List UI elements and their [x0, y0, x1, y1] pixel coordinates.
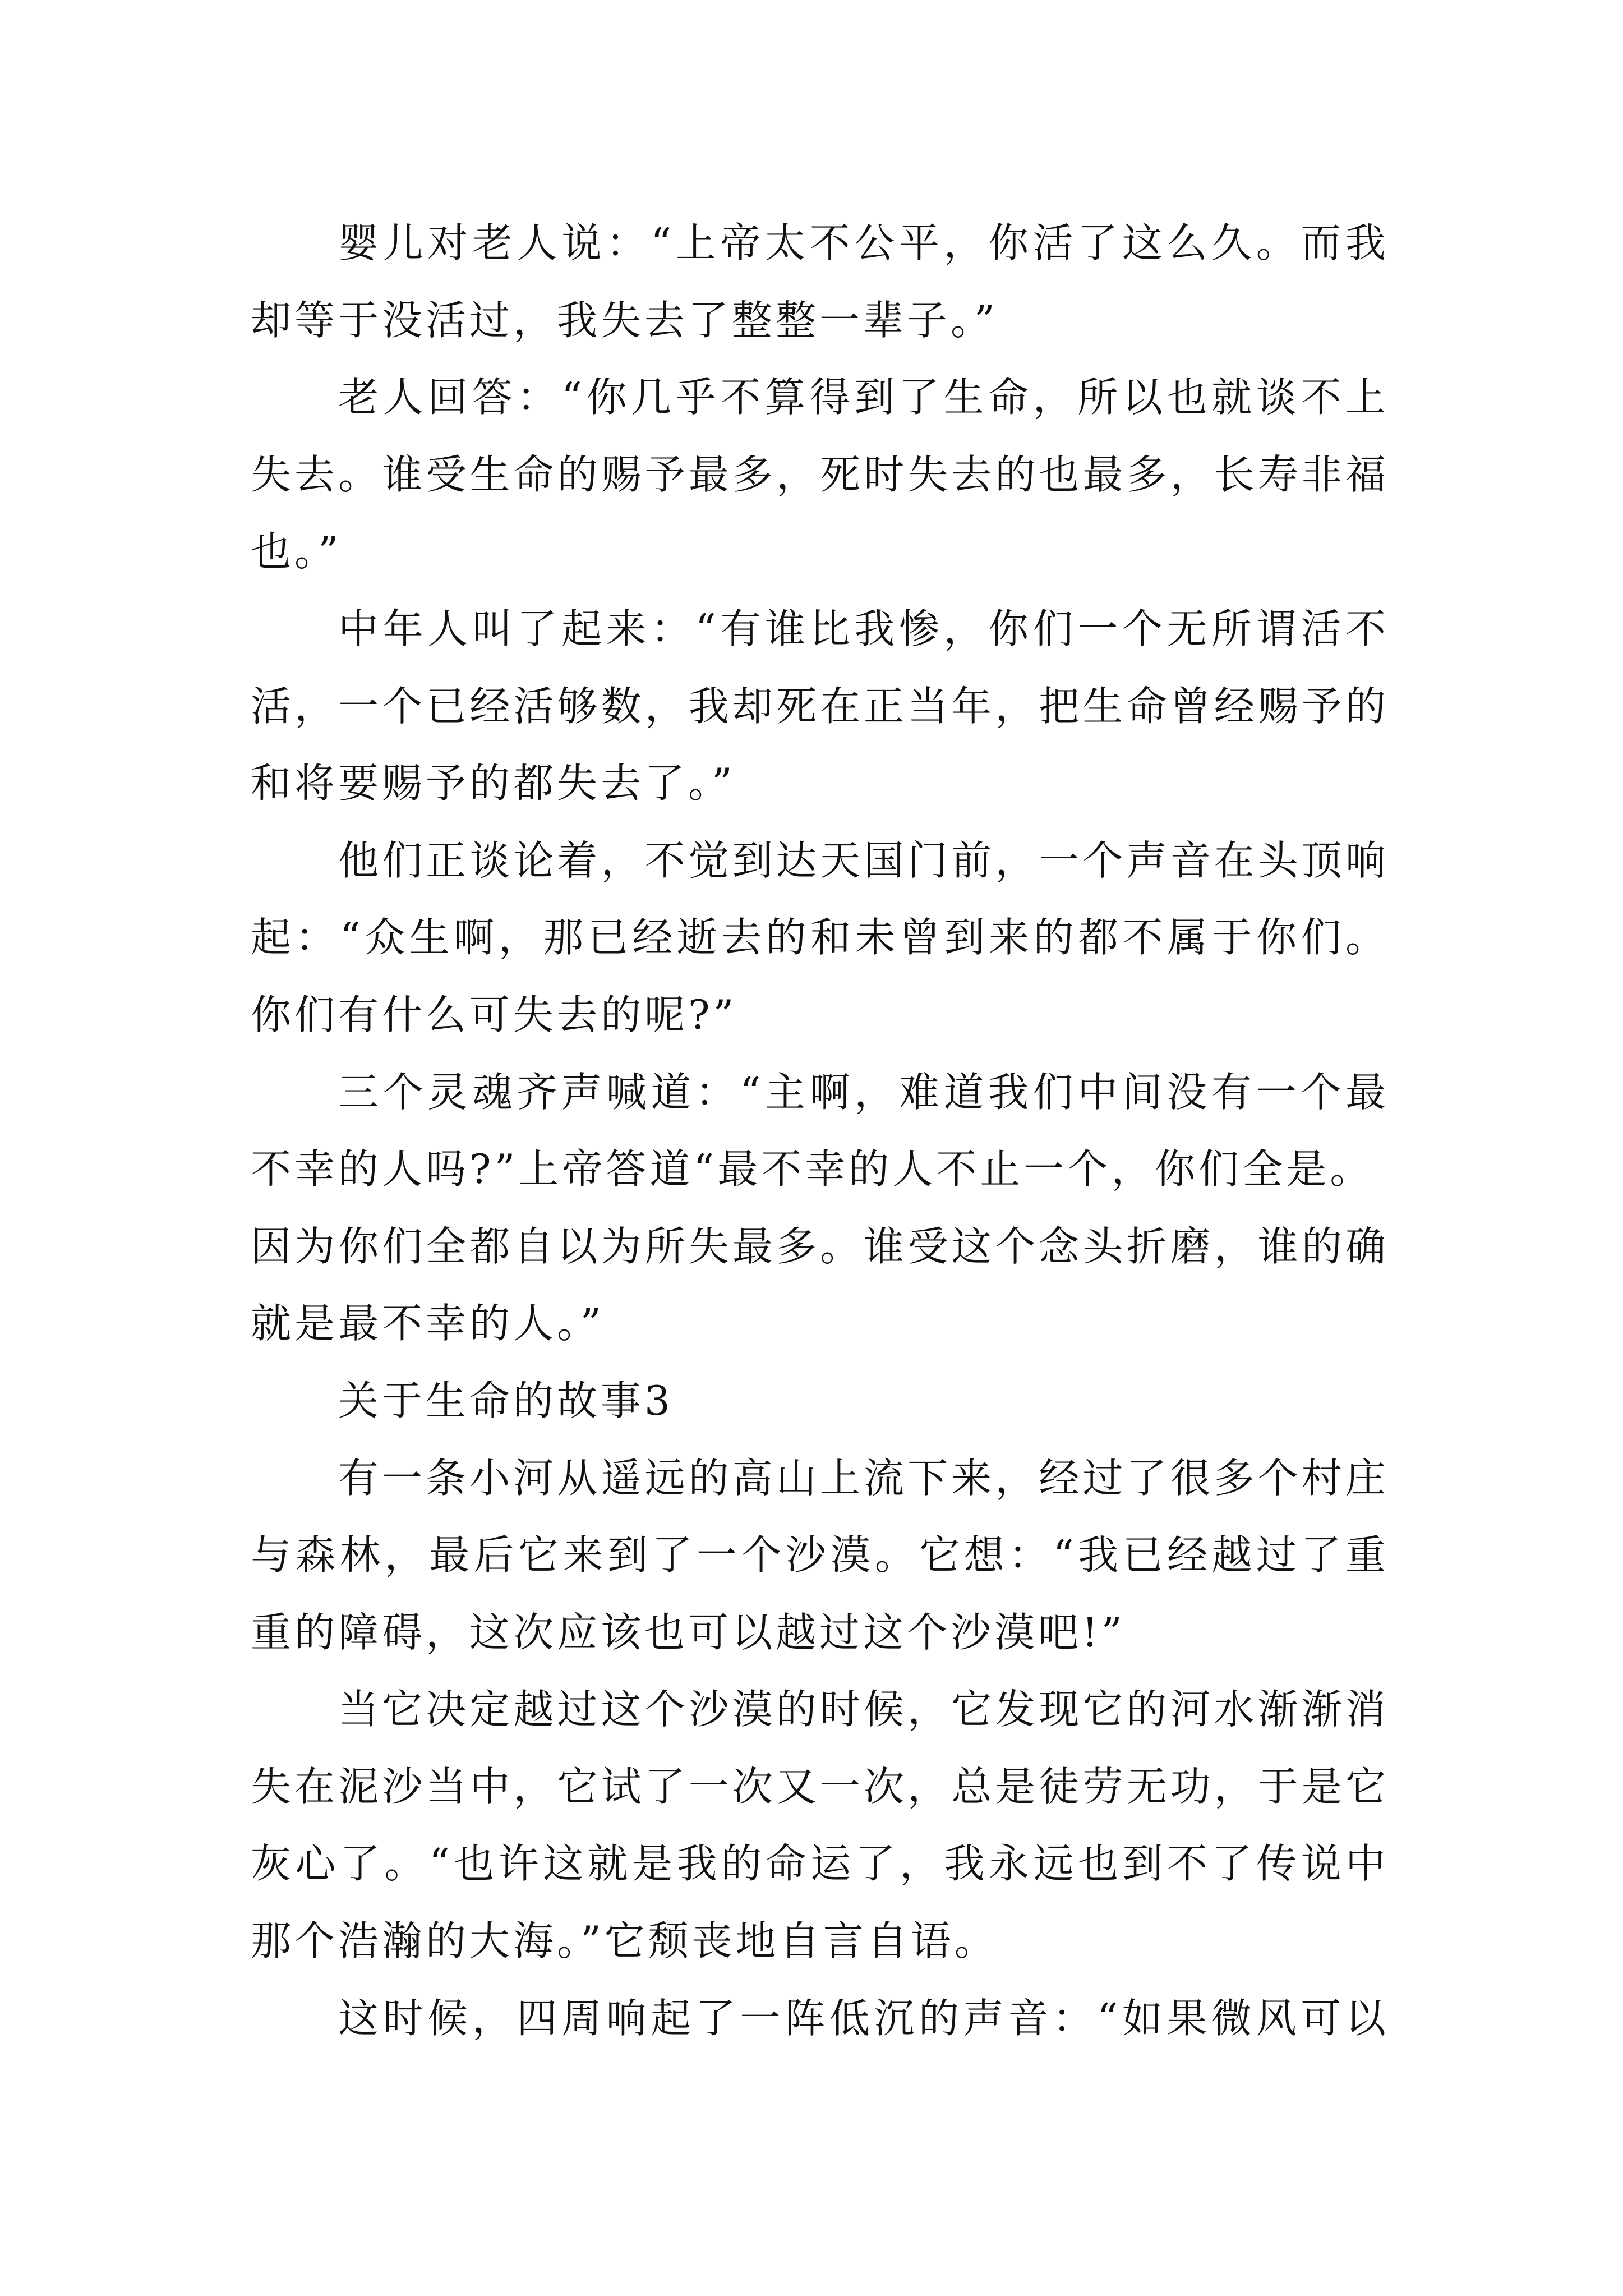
paragraph	[251, 1671, 1389, 1980]
paragraph	[251, 822, 1389, 1054]
text-line: 这时候，四周响起了一阵低沉的声音：“如果微风可以	[338, 1994, 1389, 2042]
text-line: 三个灵魂齐声喊道：“主啊，难道我们中间没有一个最	[338, 1068, 1389, 1116]
text-line: 婴儿对老人说：“上帝太不公平，你活了这么久。而我	[338, 219, 1389, 266]
text-line: 不幸的人吗?”上帝答道“最不幸的人不止一个，你们全是。	[251, 1145, 1374, 1193]
paragraph	[251, 591, 1389, 822]
text-line: 他们正谈论着，不觉到达天国门前，一个声音在头顶响	[338, 836, 1389, 884]
paragraph	[251, 205, 1389, 359]
text-line: 失去。谁受生命的赐予最多，死时失去的也最多，长寿非福	[251, 450, 1389, 498]
text-line: 也。”	[251, 528, 342, 576]
text-line: 失在泥沙当中，它试了一次又一次，总是徒劳无功，于是它	[251, 1763, 1389, 1810]
text-line: 活，一个已经活够数，我却死在正当年，把生命曾经赐予的	[251, 682, 1389, 730]
text-line: 因为你们全都自以为所失最多。谁受这个念头折磨，谁的确	[251, 1222, 1389, 1270]
heading-line: 关于生命的故事3	[338, 1377, 674, 1424]
text-line: 重的障碍，这次应该也可以越过这个沙漠吧!”	[251, 1608, 1126, 1656]
text-line: 老人回答：“你几乎不算得到了生命，所以也就谈不上	[338, 374, 1389, 421]
paragraph	[251, 1980, 1389, 2058]
text-line: 就是最不幸的人。”	[251, 1300, 605, 1347]
paragraph	[251, 1054, 1389, 1363]
text-line: 当它决定越过这个沙漠的时候，它发现它的河水渐渐消	[338, 1686, 1389, 1733]
paragraph	[251, 1440, 1389, 1672]
text-line: 中年人叫了起来：“有谁比我惨，你们一个无所谓活不	[338, 605, 1389, 652]
section-heading	[251, 1363, 1389, 1440]
text-line: 你们有什么可失去的呢?”	[251, 991, 737, 1038]
text-line: 那个浩瀚的大海。”它颓丧地自言自语。	[251, 1917, 998, 1965]
text-line: 有一条小河从遥远的高山上流下来，经过了很多个村庄	[338, 1454, 1389, 1502]
text-line: 灰心了。“也许这就是我的命运了，我永远也到不了传说中	[251, 1840, 1389, 1888]
paragraph	[251, 359, 1389, 591]
text-line: 和将要赐予的都失去了。”	[251, 760, 736, 807]
text-line: 却等于没活过，我失去了整整一辈子。”	[251, 296, 998, 344]
text-line: 起：“众生啊，那已经逝去的和未曾到来的都不属于你们。	[251, 914, 1389, 961]
text-line: 与森林，最后它来到了一个沙漠。它想：“我已经越过了重	[251, 1531, 1389, 1579]
document-body	[251, 205, 1389, 2057]
